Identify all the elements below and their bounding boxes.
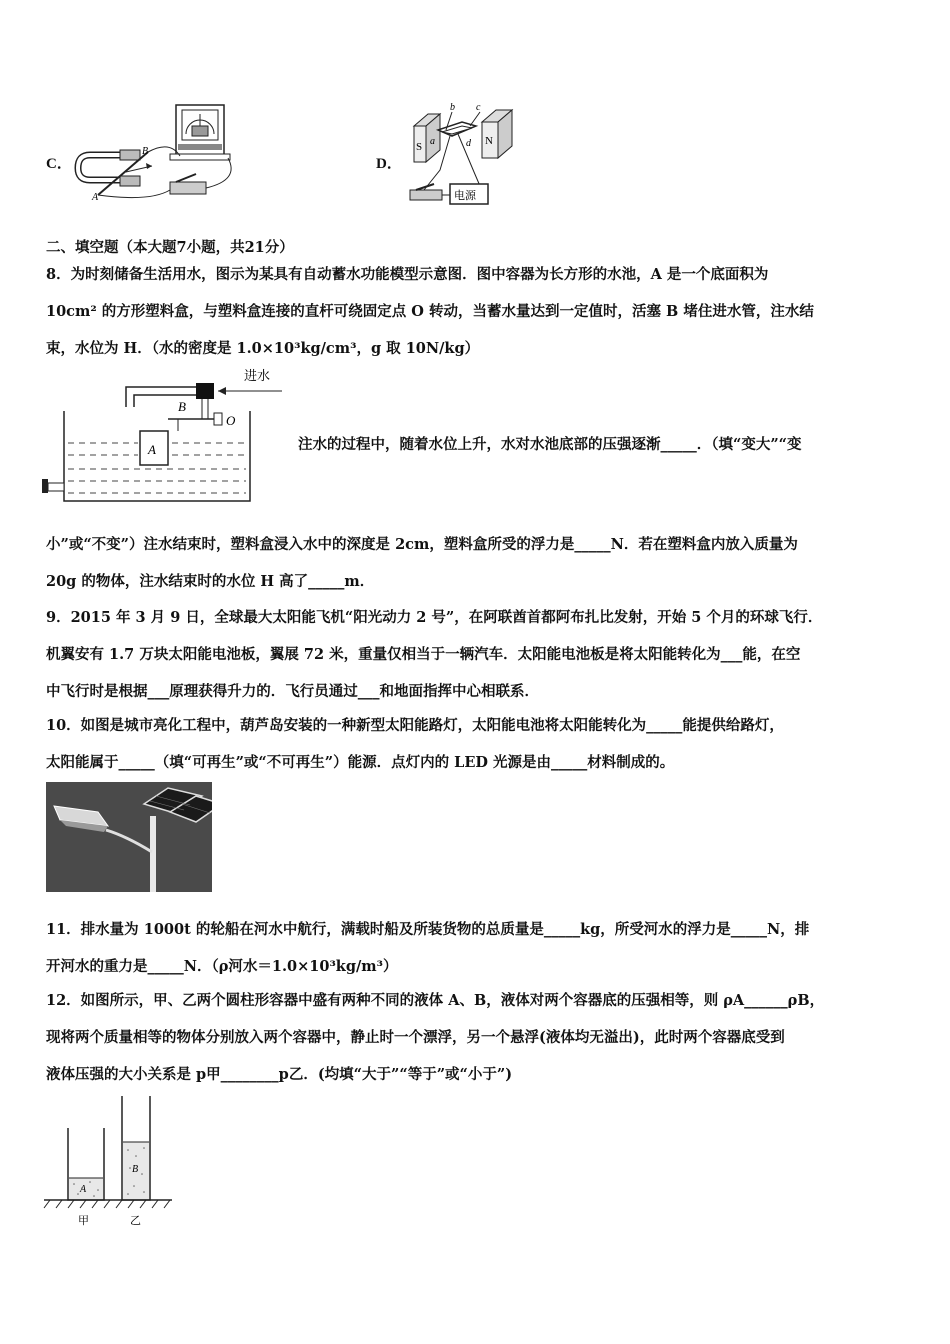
option-c-diagram bbox=[70, 100, 260, 205]
q8-label-a: A bbox=[148, 442, 156, 457]
q8-line-4: 小”或“不变”）注水结束时，塑料盒浸入水中的深度是 2cm，塑料盒所受的浮力是_____N．若在塑料盒内放入质量为 bbox=[46, 536, 798, 553]
c-label-b: B bbox=[142, 146, 149, 157]
d-label-d: d bbox=[466, 138, 471, 149]
q8-label-o: O bbox=[226, 413, 236, 428]
q12-label-a: A bbox=[80, 1184, 87, 1195]
q8-inlet-label: 进水 bbox=[244, 368, 271, 383]
d-label-power: 电源 bbox=[454, 190, 476, 202]
q8-water-tank-diagram bbox=[38, 365, 288, 505]
option-c-label: C． bbox=[46, 156, 72, 172]
q10-line-1: 10．如图是城市亮化工程中，葫芦岛安装的一种新型太阳能路灯，太阳能电池将太阳能转化为_____能提供给路灯， bbox=[46, 717, 784, 734]
q12-label-b: B bbox=[132, 1164, 139, 1175]
q12-line-2: 现将两个质量相等的物体分别放入两个容器中，静止时一个漂浮，另一个悬浮(液体均无溢出)，此时两个容器底受到 bbox=[46, 1029, 785, 1046]
q8-line-3: 束，水位为 H．（水的密度是 1.0×10³kg/cm³，g 取 10N/kg） bbox=[46, 340, 480, 357]
d-label-s: S bbox=[416, 141, 423, 153]
q9-line-2: 机翼安有 1.7 万块太阳能电池板，翼展 72 米，重量仅相当于一辆汽车．太阳能电池板是将太阳能转化为___能，在空 bbox=[46, 646, 801, 663]
q12-containers-diagram bbox=[40, 1092, 190, 1228]
q11-line-1: 11．排水量为 1000t 的轮船在河水中航行，满载时船及所装货物的总质量是_____kg，所受河水的浮力是_____N，排 bbox=[46, 921, 810, 938]
section-title: 二、填空题（本大题7小题，共21分） bbox=[46, 239, 294, 256]
q8-line-5: 20g 的物体，注水结束时的水位 H 高了_____m． bbox=[46, 573, 375, 590]
q8-side-text: 注水的过程中，随着水位上升，水对水池底部的压强逐渐_____．（填“变大”“变 bbox=[298, 436, 802, 453]
q12-line-3: 液体压强的大小关系是 p甲________p乙．(均填“大于”“等于”或“小于”) bbox=[46, 1066, 513, 1083]
q12-label-yi: 乙 bbox=[130, 1215, 141, 1227]
option-d-label: D． bbox=[376, 156, 402, 172]
c-label-a: A bbox=[92, 192, 99, 203]
d-label-a: a bbox=[430, 136, 435, 147]
d-label-n: N bbox=[485, 135, 493, 147]
q9-line-3: 中飞行时是根据___原理获得升力的．飞行员通过___和地面指挥中心相联系． bbox=[46, 683, 539, 700]
q12-line-1: 12．如图所示，甲、乙两个圆柱形容器中盛有两种不同的液体 A、B，液体对两个容器底的压强相等，则 ρA______ρB， bbox=[46, 992, 825, 1009]
q12-label-jia: 甲 bbox=[78, 1215, 89, 1227]
q9-line-1: 9．2015 年 3 月 9 日，全球最大太阳能飞机“阳光动力 2 号”，在阿联酋首都阿布扎比发射，开始 5 个月的环球飞行． bbox=[46, 609, 823, 626]
option-d-diagram bbox=[400, 100, 530, 212]
q8-label-b: B bbox=[178, 399, 186, 414]
q8-line-2: 10cm² 的方形塑料盒，与塑料盒连接的直杆可绕固定点 O 转动，当蓄水量达到一定值时，活塞 B 堵住进水管，注水结 bbox=[46, 303, 814, 320]
d-label-b: b bbox=[450, 102, 455, 113]
q10-line-2: 太阳能属于_____（填“可再生”或“不可再生”）能源．点灯内的 LED 光源是由_____材料制成的。 bbox=[46, 754, 675, 771]
q8-line-1: 8．为时刻储备生活用水，图示为某具有自动蓄水功能模型示意图．图中容器为长方形的水池，A 是一个底面积为 bbox=[46, 266, 769, 283]
solar-streetlight-photo bbox=[46, 782, 212, 892]
d-label-c: c bbox=[476, 102, 481, 113]
q11-line-2: 开河水的重力是_____N．（ρ河水＝1.0×10³kg/m³） bbox=[46, 958, 398, 975]
